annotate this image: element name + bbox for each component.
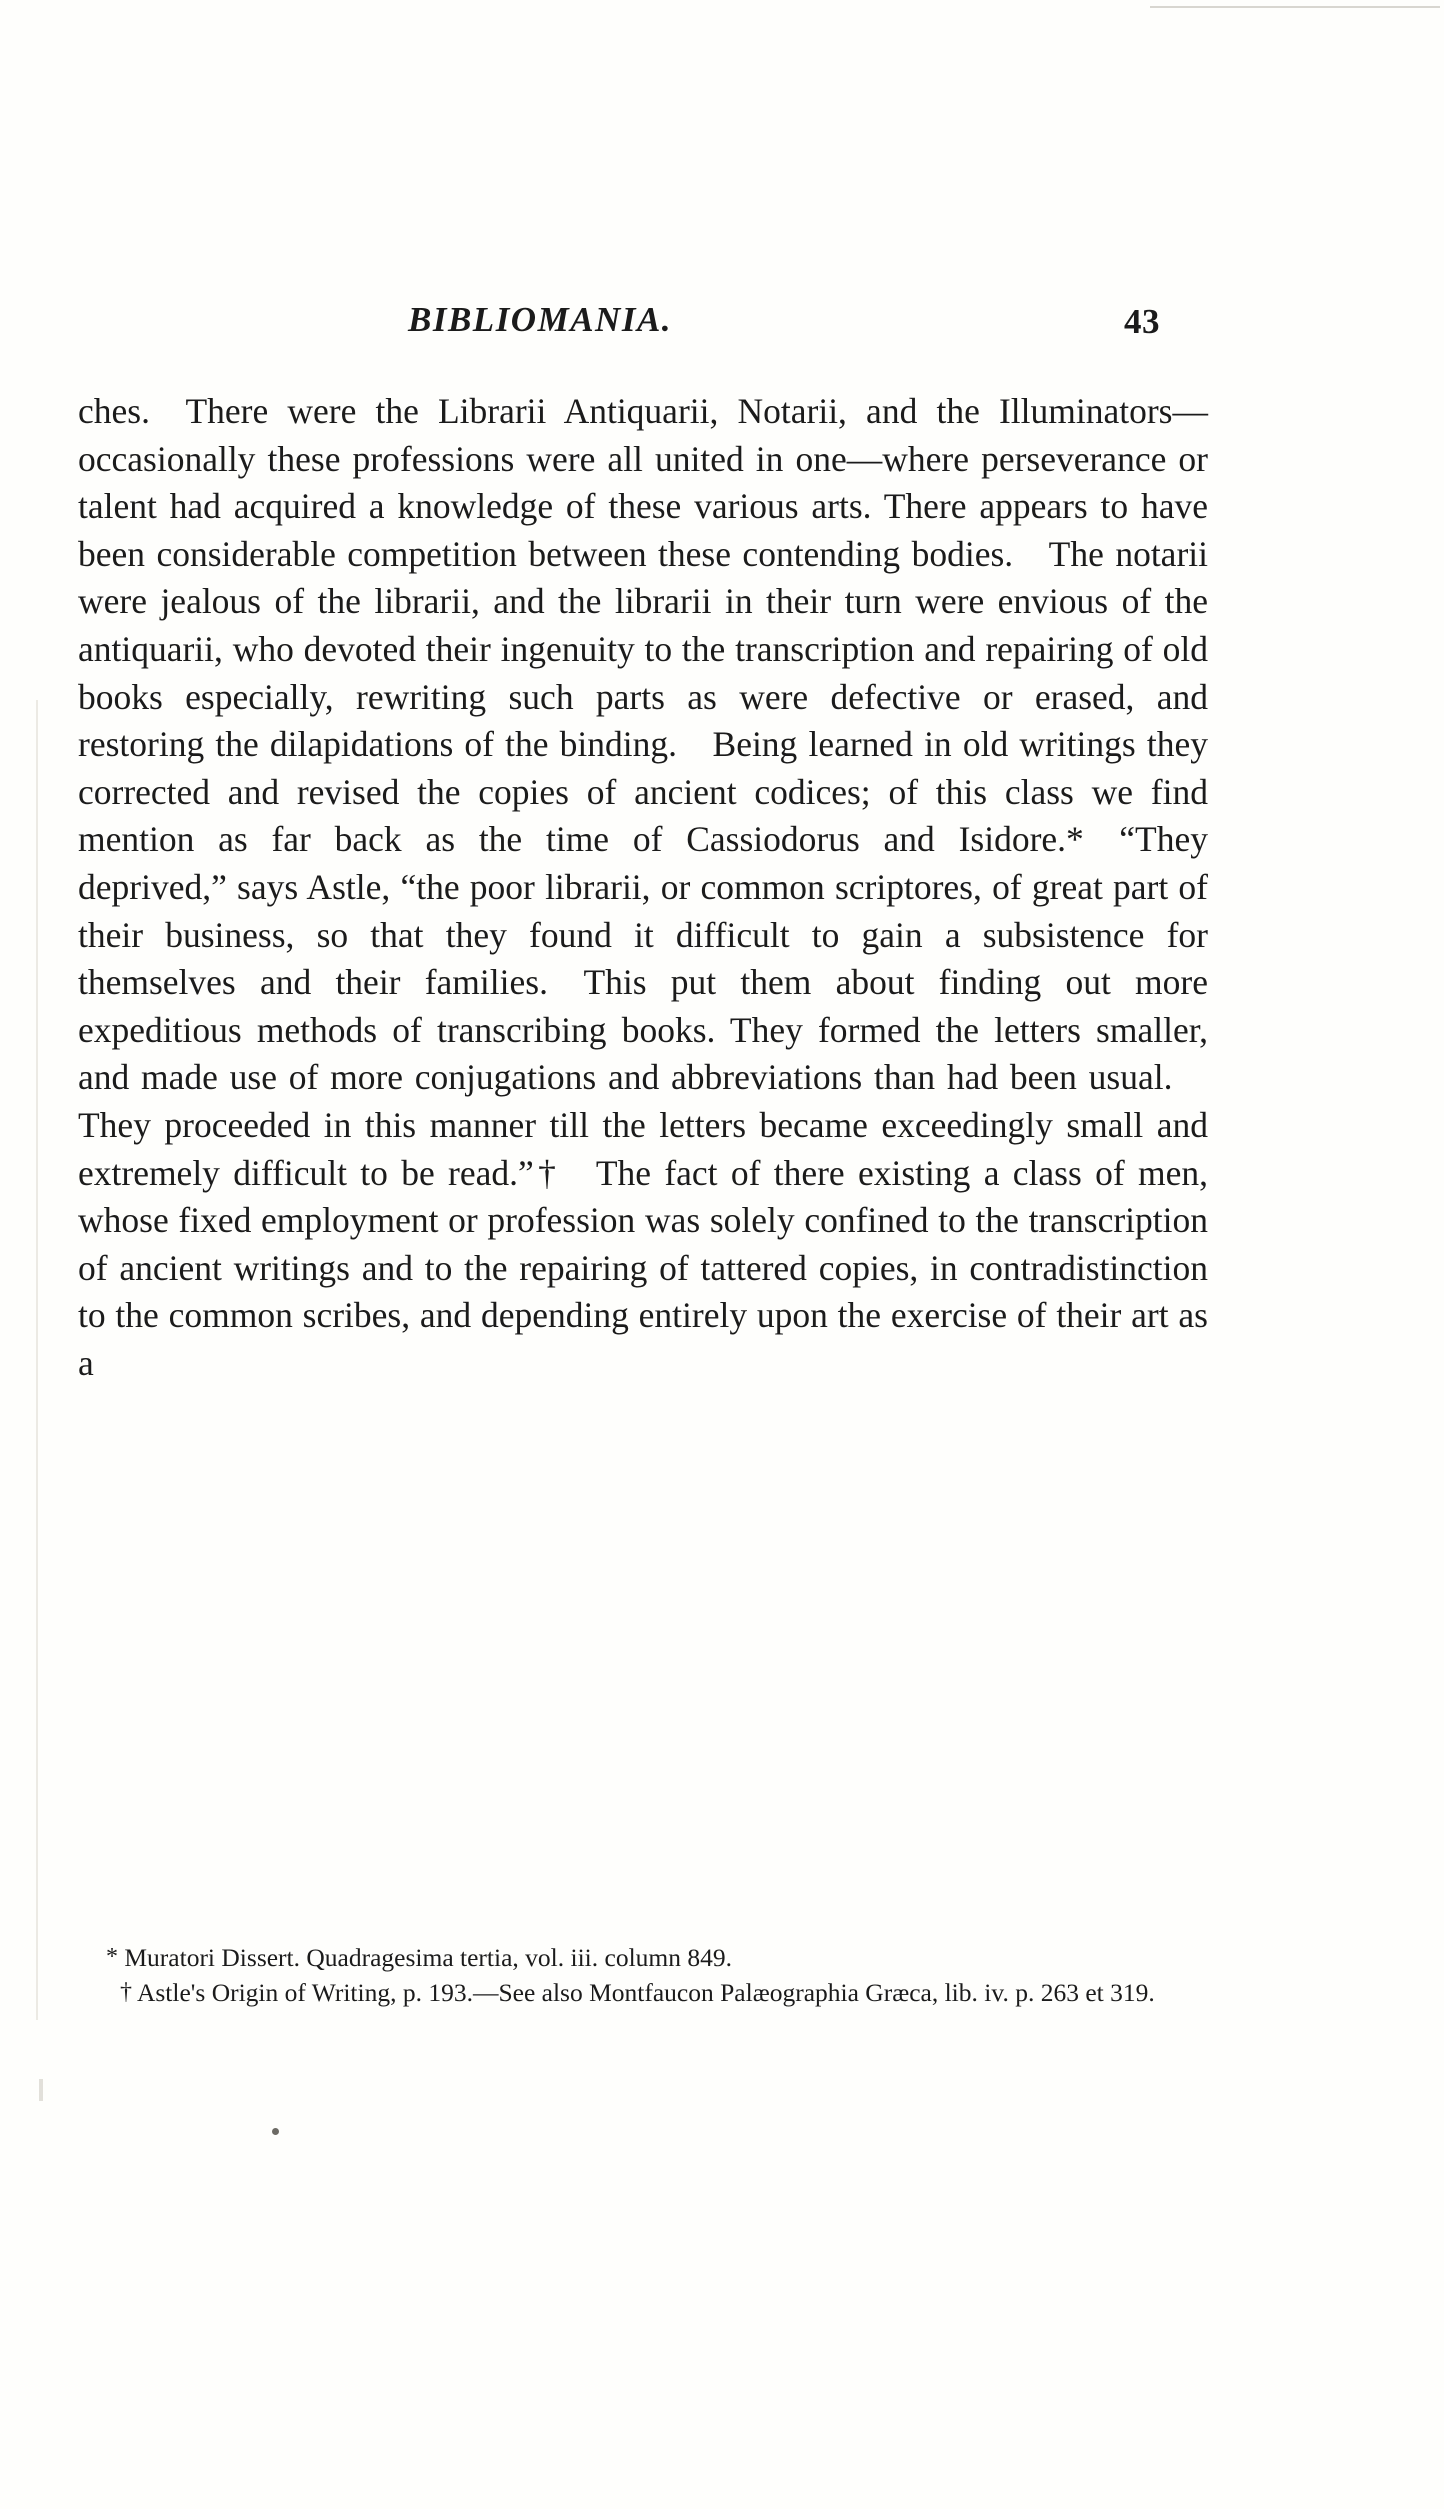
footnotes-block: [60, 1940, 1220, 2010]
page-number: 43: [1124, 302, 1160, 341]
footnote-item: [60, 1940, 1220, 1975]
footnote-text: Astle's Origin of Writing, p. 193.—See also Montfaucon Palæographia Græca, lib. iv. p. 263 et 319.: [136, 1978, 1155, 2007]
scan-speck: [272, 2128, 279, 2135]
running-title: BIBLIOMANIA.: [408, 300, 673, 339]
footnote-item: [60, 1975, 1220, 2010]
footnote-text: Muratori Dissert. Quadragesima tertia, vol. iii. column 849.: [124, 1943, 732, 1972]
footnote-marker-asterisk: *: [106, 1944, 118, 1970]
body-paragraph: ches. There were the Librarii Antiquarii, Notarii, and the Illuminators—occasionally these professions were all united in one—where perseverance or talent had acquired a knowledge of these various arts. There appears to have been considerable competition between these contending bodies. The notarii were jealous of the librarii, and the librarii in their turn were envious of the antiquarii, who devoted their ingenuity to the transcription and repairing of old books especially, rewriting such parts as were defective or erased, and restoring the dilapidations of the binding. Being learned in old writings they corrected and revised the copies of ancient codices; of this class we find mention as far back as the time of Cassiodorus and Isidore.* “They deprived,” says Astle, “the poor librarii, or common scriptores, of great part of their business, so that they found it difficult to gain a subsistence for themselves and their families. This put them about finding out more expeditious methods of transcribing books. They formed the letters smaller, and made use of more conjugations and abbreviations than had been usual. They proceeded in this manner till the letters became exceedingly small and extremely difficult to be read.”† The fact of there existing a class of men, whose fixed employment or profession was solely confined to the transcription of ancient writings and to the repairing of tattered copies, in contradistinction to the common scribes, and depending entirely upon the exercise of their art as a: [78, 391, 1208, 1383]
body-text-block: [78, 388, 1208, 1387]
scan-edge-mark-left: [36, 700, 38, 2020]
footnote-marker-dagger: †: [120, 1979, 132, 2005]
page-content: [78, 300, 1208, 1387]
scan-edge-mark-top: [1150, 6, 1440, 8]
scan-speck-edge: [39, 2079, 43, 2101]
page-header: [78, 300, 1208, 360]
